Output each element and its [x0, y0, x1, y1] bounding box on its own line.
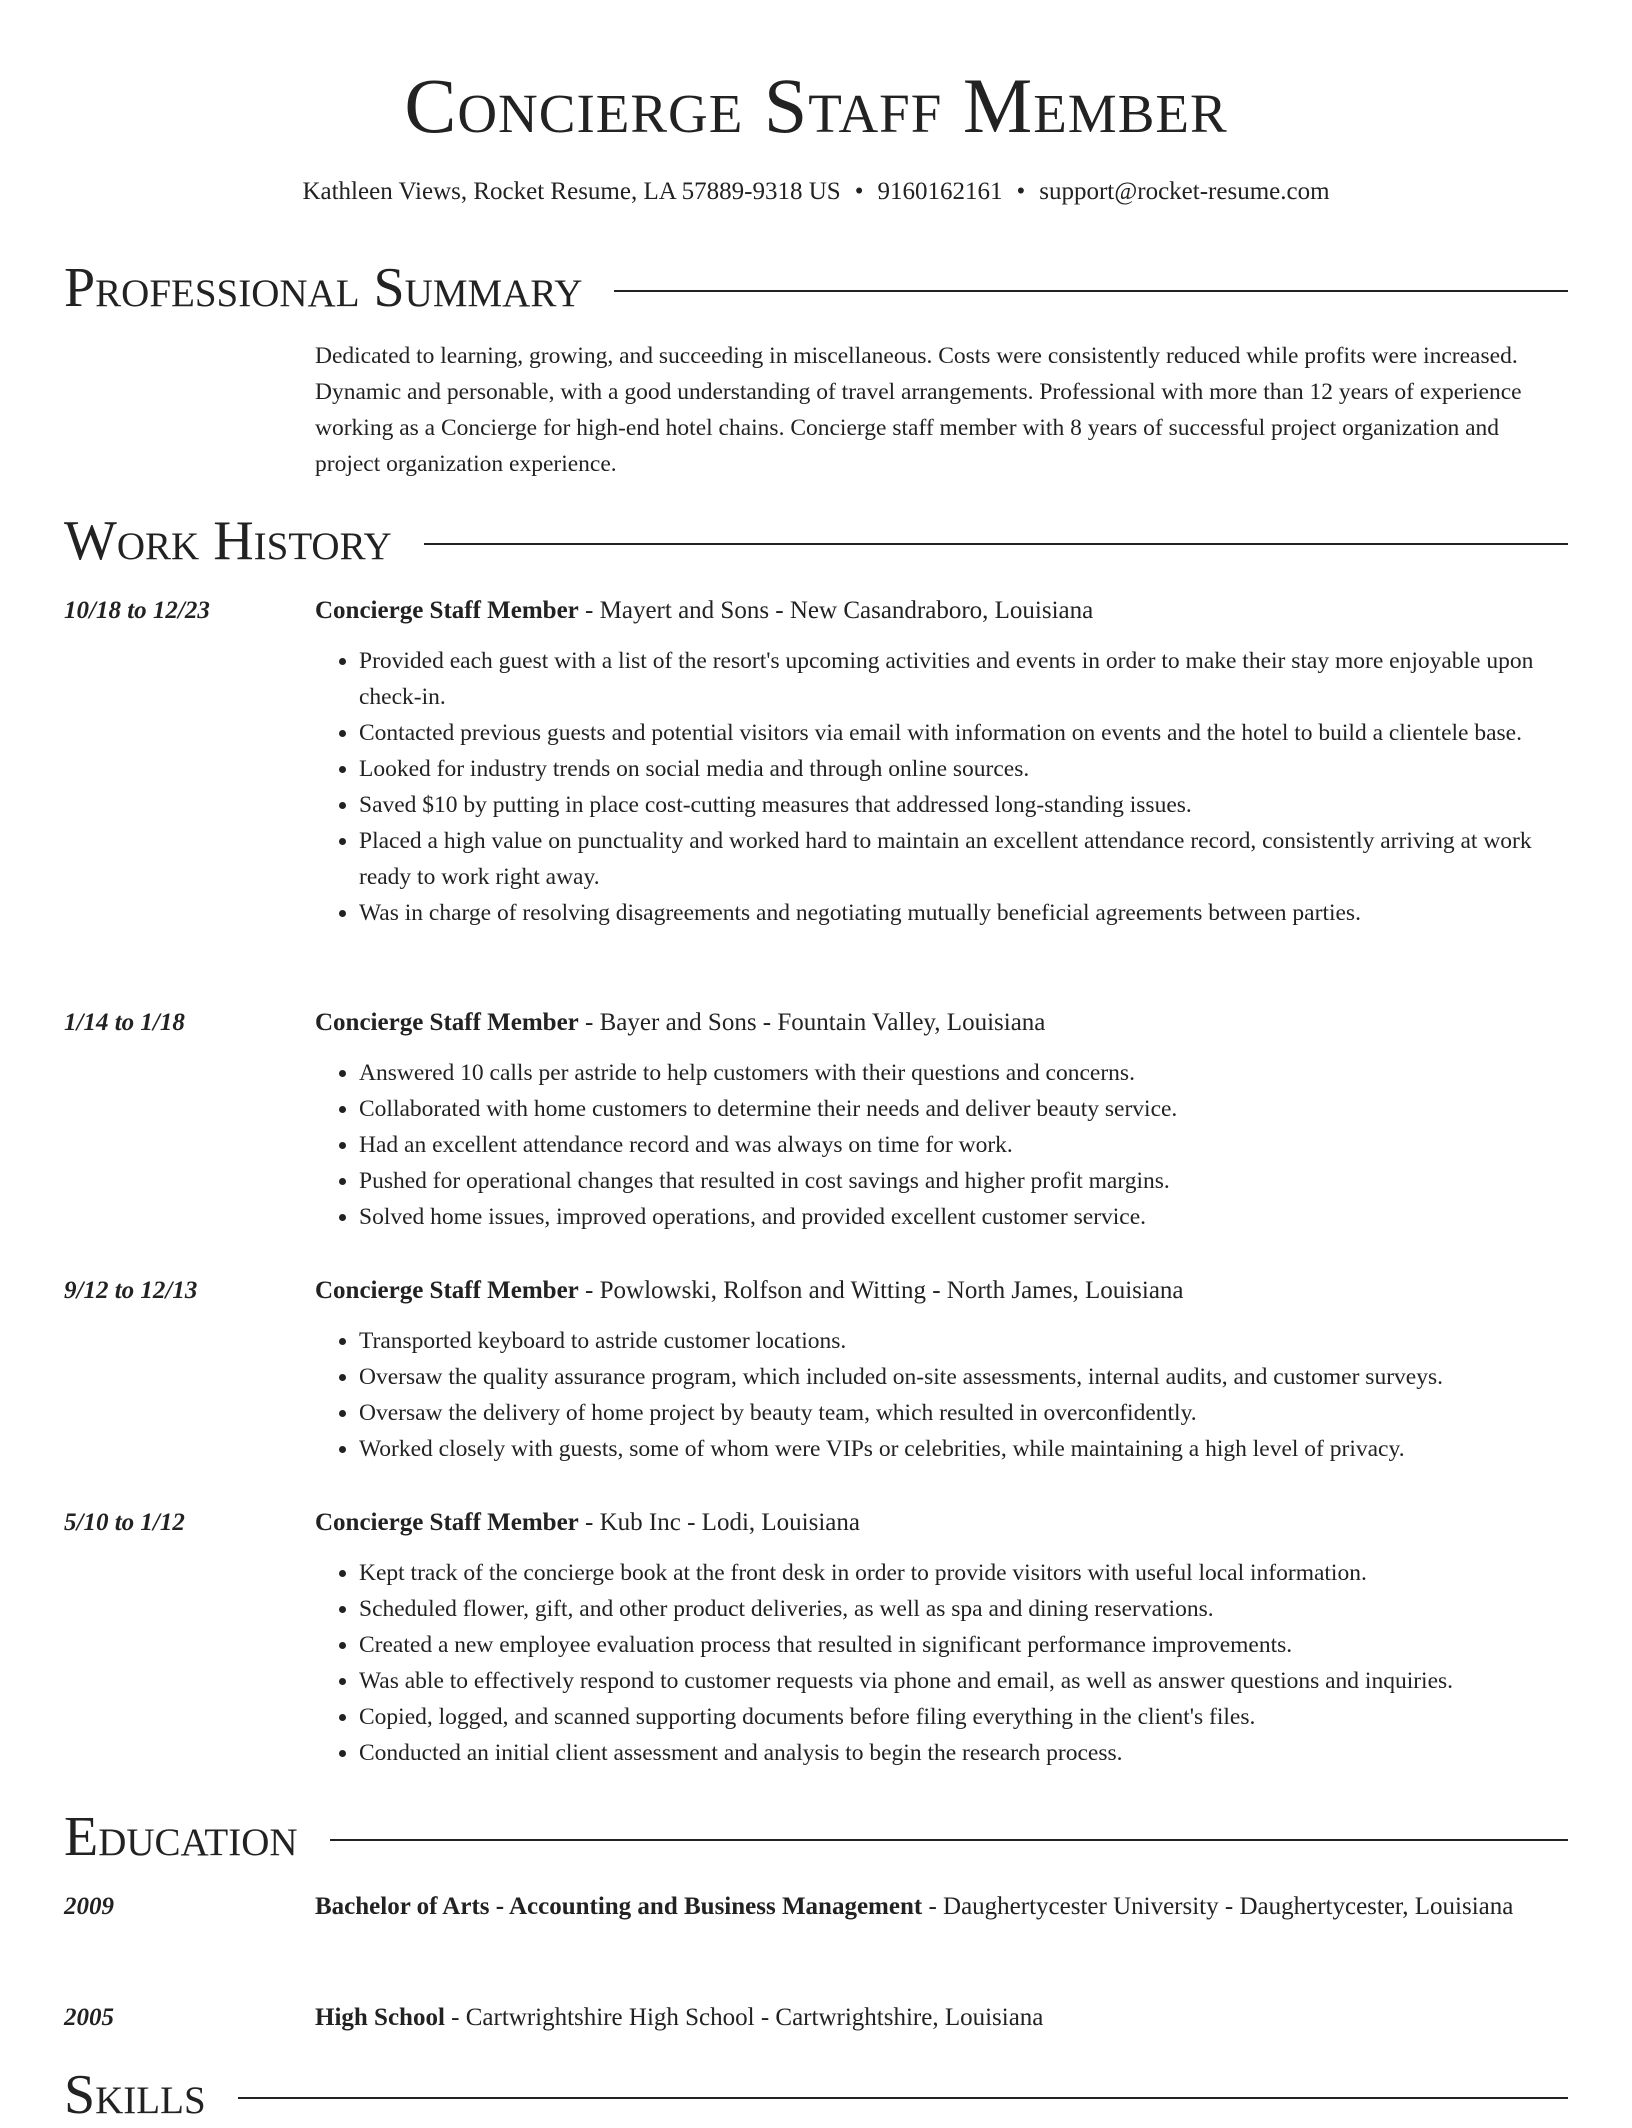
education-title-line [315, 1999, 1568, 2036]
contact-separator: • [1016, 178, 1026, 205]
job-bullet: • Copied, logged, and scanned supporting documents before filing everything in the client's files. [359, 1699, 1568, 1735]
job-bullet: • Conducted an initial client assessment and analysis to begin the research process. [359, 1735, 1568, 1771]
candidate-name: Concierge Staff Member [404, 62, 1228, 149]
job-bullet: • Saved $10 by putting in place cost-cutting measures that addressed long-standing issues. [359, 787, 1568, 823]
work-section-title: Work History [64, 510, 392, 572]
job-details: - Powlowski, Rolfson and Witting - North James, Louisiana [578, 1277, 1184, 1304]
job-bullet: • Answered 10 calls per astride to help customers with their questions and concerns. [359, 1055, 1568, 1091]
job-bullet: • Scheduled flower, gift, and other product deliveries, as well as spa and dining reservations. [359, 1591, 1568, 1627]
section-divider [614, 290, 1568, 292]
job-bullet: • Pushed for operational changes that resulted in cost savings and higher profit margins. [359, 1163, 1568, 1199]
job-bullets [315, 1555, 1568, 1771]
education-degree: Bachelor of Arts - Accounting and Business Management [315, 1893, 923, 1920]
section-divider [330, 1839, 1568, 1841]
job-title-line [315, 1504, 1568, 1541]
job-dates: 1/14 to 1/18 [64, 1009, 185, 1036]
education-year: 2005 [64, 2004, 114, 2031]
job-bullet: • Oversaw the delivery of home project by beauty team, which resulted in overconfidently. [359, 1395, 1568, 1431]
summary-section-title: Professional Summary [64, 257, 583, 319]
job-title-line [315, 592, 1568, 629]
education-details: - Cartwrightshire High School - Cartwrightshire, Louisiana [444, 2004, 1044, 2031]
job-bullet: • Kept track of the concierge book at the front desk in order to provide visitors with useful local information. [359, 1555, 1568, 1591]
job-dates: 10/18 to 12/23 [64, 597, 210, 624]
job-entry [64, 1004, 1568, 1235]
job-entry [64, 1272, 1568, 1467]
job-bullets [315, 1323, 1568, 1467]
job-title-line [315, 1272, 1568, 1309]
contact-email: support@rocket-resume.com [1039, 178, 1330, 205]
job-title-line [315, 1004, 1568, 1041]
work-section-header [64, 508, 1568, 574]
education-entry [64, 1999, 1568, 2036]
education-details: - Daughertycester University - Daughertycester, Louisiana [922, 1893, 1514, 1920]
education-degree: High School [315, 2004, 445, 2031]
job-bullets [315, 1055, 1568, 1235]
job-bullet: • Was able to effectively respond to customer requests via phone and email, as well as answer questions and inquiries. [359, 1663, 1568, 1699]
job-bullet: • Collaborated with home customers to determine their needs and deliver beauty service. [359, 1091, 1568, 1127]
job-bullet: • Created a new employee evaluation process that resulted in significant performance improvements. [359, 1627, 1568, 1663]
contact-separator: • [854, 178, 864, 205]
job-bullet: • Had an excellent attendance record and was always on time for work. [359, 1127, 1568, 1163]
skills-section-title: Skills [64, 2064, 206, 2126]
contact-phone: 9160162161 [877, 178, 1003, 205]
education-section-header [64, 1804, 1568, 1870]
job-role: Concierge Staff Member [315, 1009, 579, 1036]
job-details: - Kub Inc - Lodi, Louisiana [578, 1509, 860, 1536]
job-bullet: • Contacted previous guests and potential visitors via email with information on events and the hotel to build a clientele base. [359, 715, 1568, 751]
job-role: Concierge Staff Member [315, 1277, 579, 1304]
contact-address: Kathleen Views, Rocket Resume, LA 57889-9318 US [302, 178, 841, 205]
education-section-title: Education [64, 1806, 298, 1868]
education-entry [64, 1888, 1568, 1925]
skills-section-header [64, 2062, 1568, 2128]
education-year: 2009 [64, 1893, 114, 1920]
job-bullet: • Provided each guest with a list of the resort's upcoming activities and events in order to make their stay more enjoyable upon check-in. [359, 643, 1568, 715]
job-bullet: • Solved home issues, improved operations, and provided excellent customer service. [359, 1199, 1568, 1235]
job-details: - Mayert and Sons - New Casandraboro, Louisiana [578, 597, 1094, 624]
job-details: - Bayer and Sons - Fountain Valley, Louisiana [578, 1009, 1046, 1036]
job-entry [64, 592, 1568, 931]
education-title-line [315, 1888, 1568, 1925]
summary-section-header [64, 255, 1568, 321]
job-role: Concierge Staff Member [315, 597, 579, 624]
summary-text: Dedicated to learning, growing, and succeeding in miscellaneous. Costs were consistently reduced while profits were increased. Dynamic and personable, with a good understanding of travel arrangements. Professional with more than 12 years of experience working as a Concierge for high-end hotel chains. Concierge staff member with 8 years of successful project organization and project organization experience. [315, 343, 1522, 477]
job-bullets [315, 643, 1568, 931]
job-bullet: • Transported keyboard to astride customer locations. [359, 1323, 1568, 1359]
section-divider [424, 543, 1568, 545]
job-bullet: • Oversaw the quality assurance program, which included on-site assessments, internal audits, and customer surveys. [359, 1359, 1568, 1395]
job-dates: 5/10 to 1/12 [64, 1509, 185, 1536]
job-bullet: • Worked closely with guests, some of whom were VIPs or celebrities, while maintaining a high level of privacy. [359, 1431, 1568, 1467]
job-dates: 9/12 to 12/13 [64, 1277, 198, 1304]
job-bullet: • Was in charge of resolving disagreements and negotiating mutually beneficial agreements between parties. [359, 895, 1568, 931]
contact-line [0, 174, 1632, 210]
job-bullet: • Placed a high value on punctuality and worked hard to maintain an excellent attendance record, consistently arriving at work ready to work right away. [359, 823, 1568, 895]
job-role: Concierge Staff Member [315, 1509, 579, 1536]
job-bullet: • Looked for industry trends on social media and through online sources. [359, 751, 1568, 787]
section-divider [238, 2097, 1568, 2099]
job-entry [64, 1504, 1568, 1771]
